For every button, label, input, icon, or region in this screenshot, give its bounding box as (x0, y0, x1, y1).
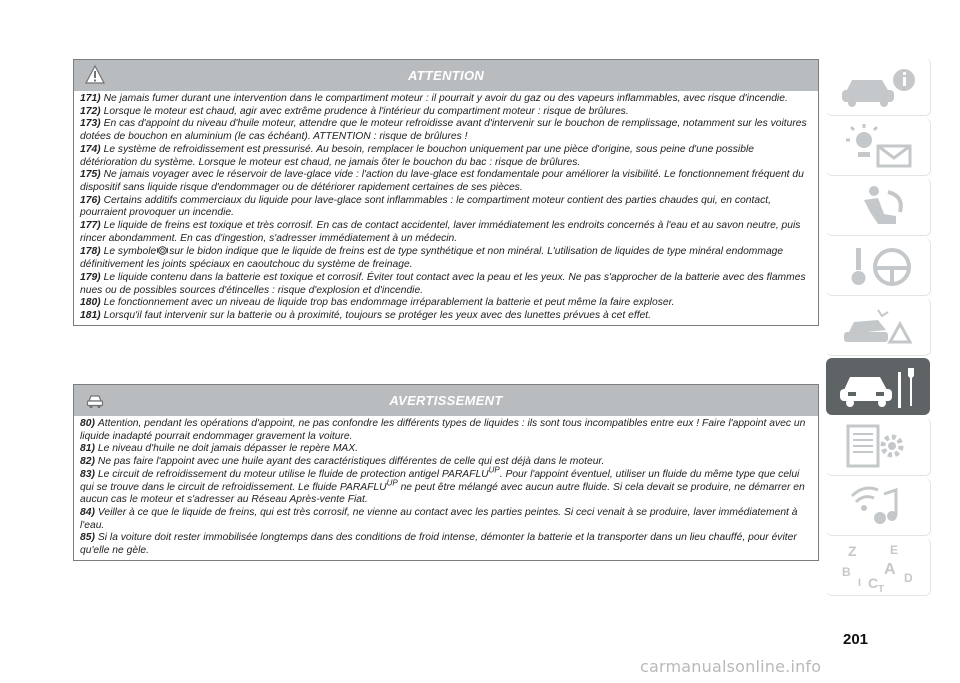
attention-item-179: 179) Le liquide contenu dans la batterie est toxique et corrosif. Éviter tout contact avec la peau et les yeux. Ne pas s'approcher de la batterie avec des flammes nues ou de possibles sources d'étincelles : risque d'explosion et d'incendie. (80, 271, 806, 296)
attention-item-177: 177) Le liquide de freins est toxique et très corrosif. En cas de contact accidentel, laver immédiatement les endroits concernés à l'eau et au savon neutre, puis rincer abondamment. En cas d'ingestion, s'adresser immédiatement à un médecin. (80, 220, 801, 244)
seat-airbag-icon (834, 182, 922, 232)
svg-text:C: C (868, 575, 879, 591)
attention-box (73, 59, 819, 326)
attention-item-176: 176) Certains additifs commerciaux du liquide pour lave-glace sont inflammables : le compartiment moteur contient des parties chaudes qui, en contact, pourraient provoquer un incendie. (80, 194, 771, 219)
svg-text:E: E (890, 543, 899, 557)
attention-item-181: 181) Lorsqu'il faut intervenir sur la batterie ou à proximité, toujours se protéger les yeux avec des lunettes prévues à cet effet. (80, 309, 652, 321)
attention-title: ATTENTION (407, 68, 485, 83)
svg-text:A: A (884, 561, 896, 578)
attention-item-178: 178) Le symbole sur le bidon indique que le liquide de freins est de type synthétique et non minéral. L'utilisation de liquides de type minéral endommage définitivement les joints spéciaux en caoutchouc du système de freinage. (80, 246, 784, 271)
tab-car-info[interactable] (826, 58, 931, 116)
tab-key-steering[interactable] (826, 238, 931, 296)
svg-text:D: D (904, 571, 913, 585)
attention-item-180: 180) Le fonctionnement avec un niveau de liquide trop bas endommage irréparablement la batterie et peut même la faire exploser. (80, 297, 675, 309)
key-steering-wheel-icon (834, 242, 922, 292)
watermark: carmanualsonline.info (640, 657, 822, 676)
tab-multimedia[interactable] (826, 478, 931, 536)
attention-item-171: 171) Ne jamais fumer durant une intervention dans le compartiment moteur : il pourrait y avoir du gaz ou des vapeurs inflammables, avec risque d'incendie. (80, 93, 788, 104)
avertissement-item-82: 82) Ne pas faire l'appoint avec une huile ayant des caractéristiques différentes de celle qui est déjà dans le moteur. (80, 456, 605, 468)
attention-item-172: 172) Lorsque le moteur est chaud, agir avec extrême prudence à l'intérieur du compartiment moteur : risque de brûlures. (80, 105, 629, 117)
tab-maintenance[interactable] (826, 358, 930, 415)
tab-emergency[interactable] (826, 298, 931, 356)
svg-text:T: T (878, 584, 885, 592)
avertissement-item-80: 80) Attention, pendant les opérations d'appoint, ne pas confondre les différents types de liquides : ils sont tous incompatibles entre eux ! Faire l'appoint avec un liquide inadapté pourrait endommager gravement la voiture. (80, 418, 806, 442)
media-music-icon (834, 482, 922, 532)
tab-index[interactable] (826, 538, 931, 596)
attention-item-173: 173) En cas d'appoint du niveau d'huile moteur, attendre que le moteur refroidisse avant d'intervenir sur le bouchon de remplissage, notamment sur les voitures dotées de bouchon en aluminium (le cas échéant). ATTENTION : risque de brûlures ! (80, 118, 807, 143)
attention-item-174: 174) Le système de refroidissement est pressurisé. Au besoin, remplacer le bouchon uniquement par une pièce d'origine, sous peine d'une possible détérioration du système. Lorsque le moteur est chaud, ne jamais ôter le bouchon du bac : risque de brûlures. (80, 143, 754, 168)
car-crash-icon (834, 302, 922, 352)
tab-warning-lights[interactable] (826, 118, 931, 176)
warning-lights-message-icon (834, 122, 922, 172)
svg-text:Z: Z (848, 543, 857, 559)
alphabetical-index-icon (834, 542, 922, 592)
avertissement-item-81: 81) Le niveau d'huile ne doit jamais dépasser le repère MAX. (80, 443, 359, 455)
car-wrench-icon (834, 362, 922, 412)
car-info-icon (834, 62, 922, 112)
warning-triangle-icon (84, 64, 106, 86)
tab-technical-specs[interactable] (826, 418, 931, 476)
tab-seat-airbag[interactable] (826, 178, 931, 236)
specs-gear-icon (834, 422, 922, 472)
car-warning-icon (84, 389, 106, 411)
avertissement-header (74, 385, 818, 416)
avertissement-item-84: 84) Veiller à ce que le liquide de freins, qui est très corrosif, ne vienne au contact avec les parties peintes. Si ceci venait à se produire, laver immédiatement à l'eau. (80, 506, 798, 531)
avertissement-item-83: 83) Le circuit de refroidissement du moteur utilise le fluide de protection antigel $PARAFLU^{UP}$. Pour l'appoint éventuel, utiliser un fluide du même type que celui qui se trouve dans le circuit de refroidissement. Le fluide $PARAFLU^{UP}$ ne peut être mélangé avec aucun autre fluide. Si cela devait se produire, ne démarrer en aucun cas le moteur et s'adresser au Réseau Après-vente Fiat. (80, 465, 805, 506)
attention-item-175: 175) Ne jamais voyager avec le réservoir de lave-glace vide : l'action du lave-glace est fondamentale pour améliorer la visibilité. Le fonctionnement fréquent du dispositif sans liquide risque d'endommager ou de détériorer rapidement certaines de ses pièces. (80, 169, 804, 193)
synthetic-brake-fluid-icon (157, 245, 168, 256)
attention-header (74, 60, 818, 91)
svg-text:B: B (842, 565, 851, 579)
page-number: 201 (843, 631, 869, 648)
avertissement-box (73, 384, 819, 561)
avertissement-title: AVERTISSEMENT (389, 393, 503, 408)
avertissement-item-85: 85) Si la voiture doit rester immobilisée longtemps dans des conditions de froid intense, démonter la batterie et la transporter dans un lieu chauffé, pour éviter qu'elle ne gèle. (80, 532, 797, 557)
svg-text:I: I (858, 577, 862, 589)
